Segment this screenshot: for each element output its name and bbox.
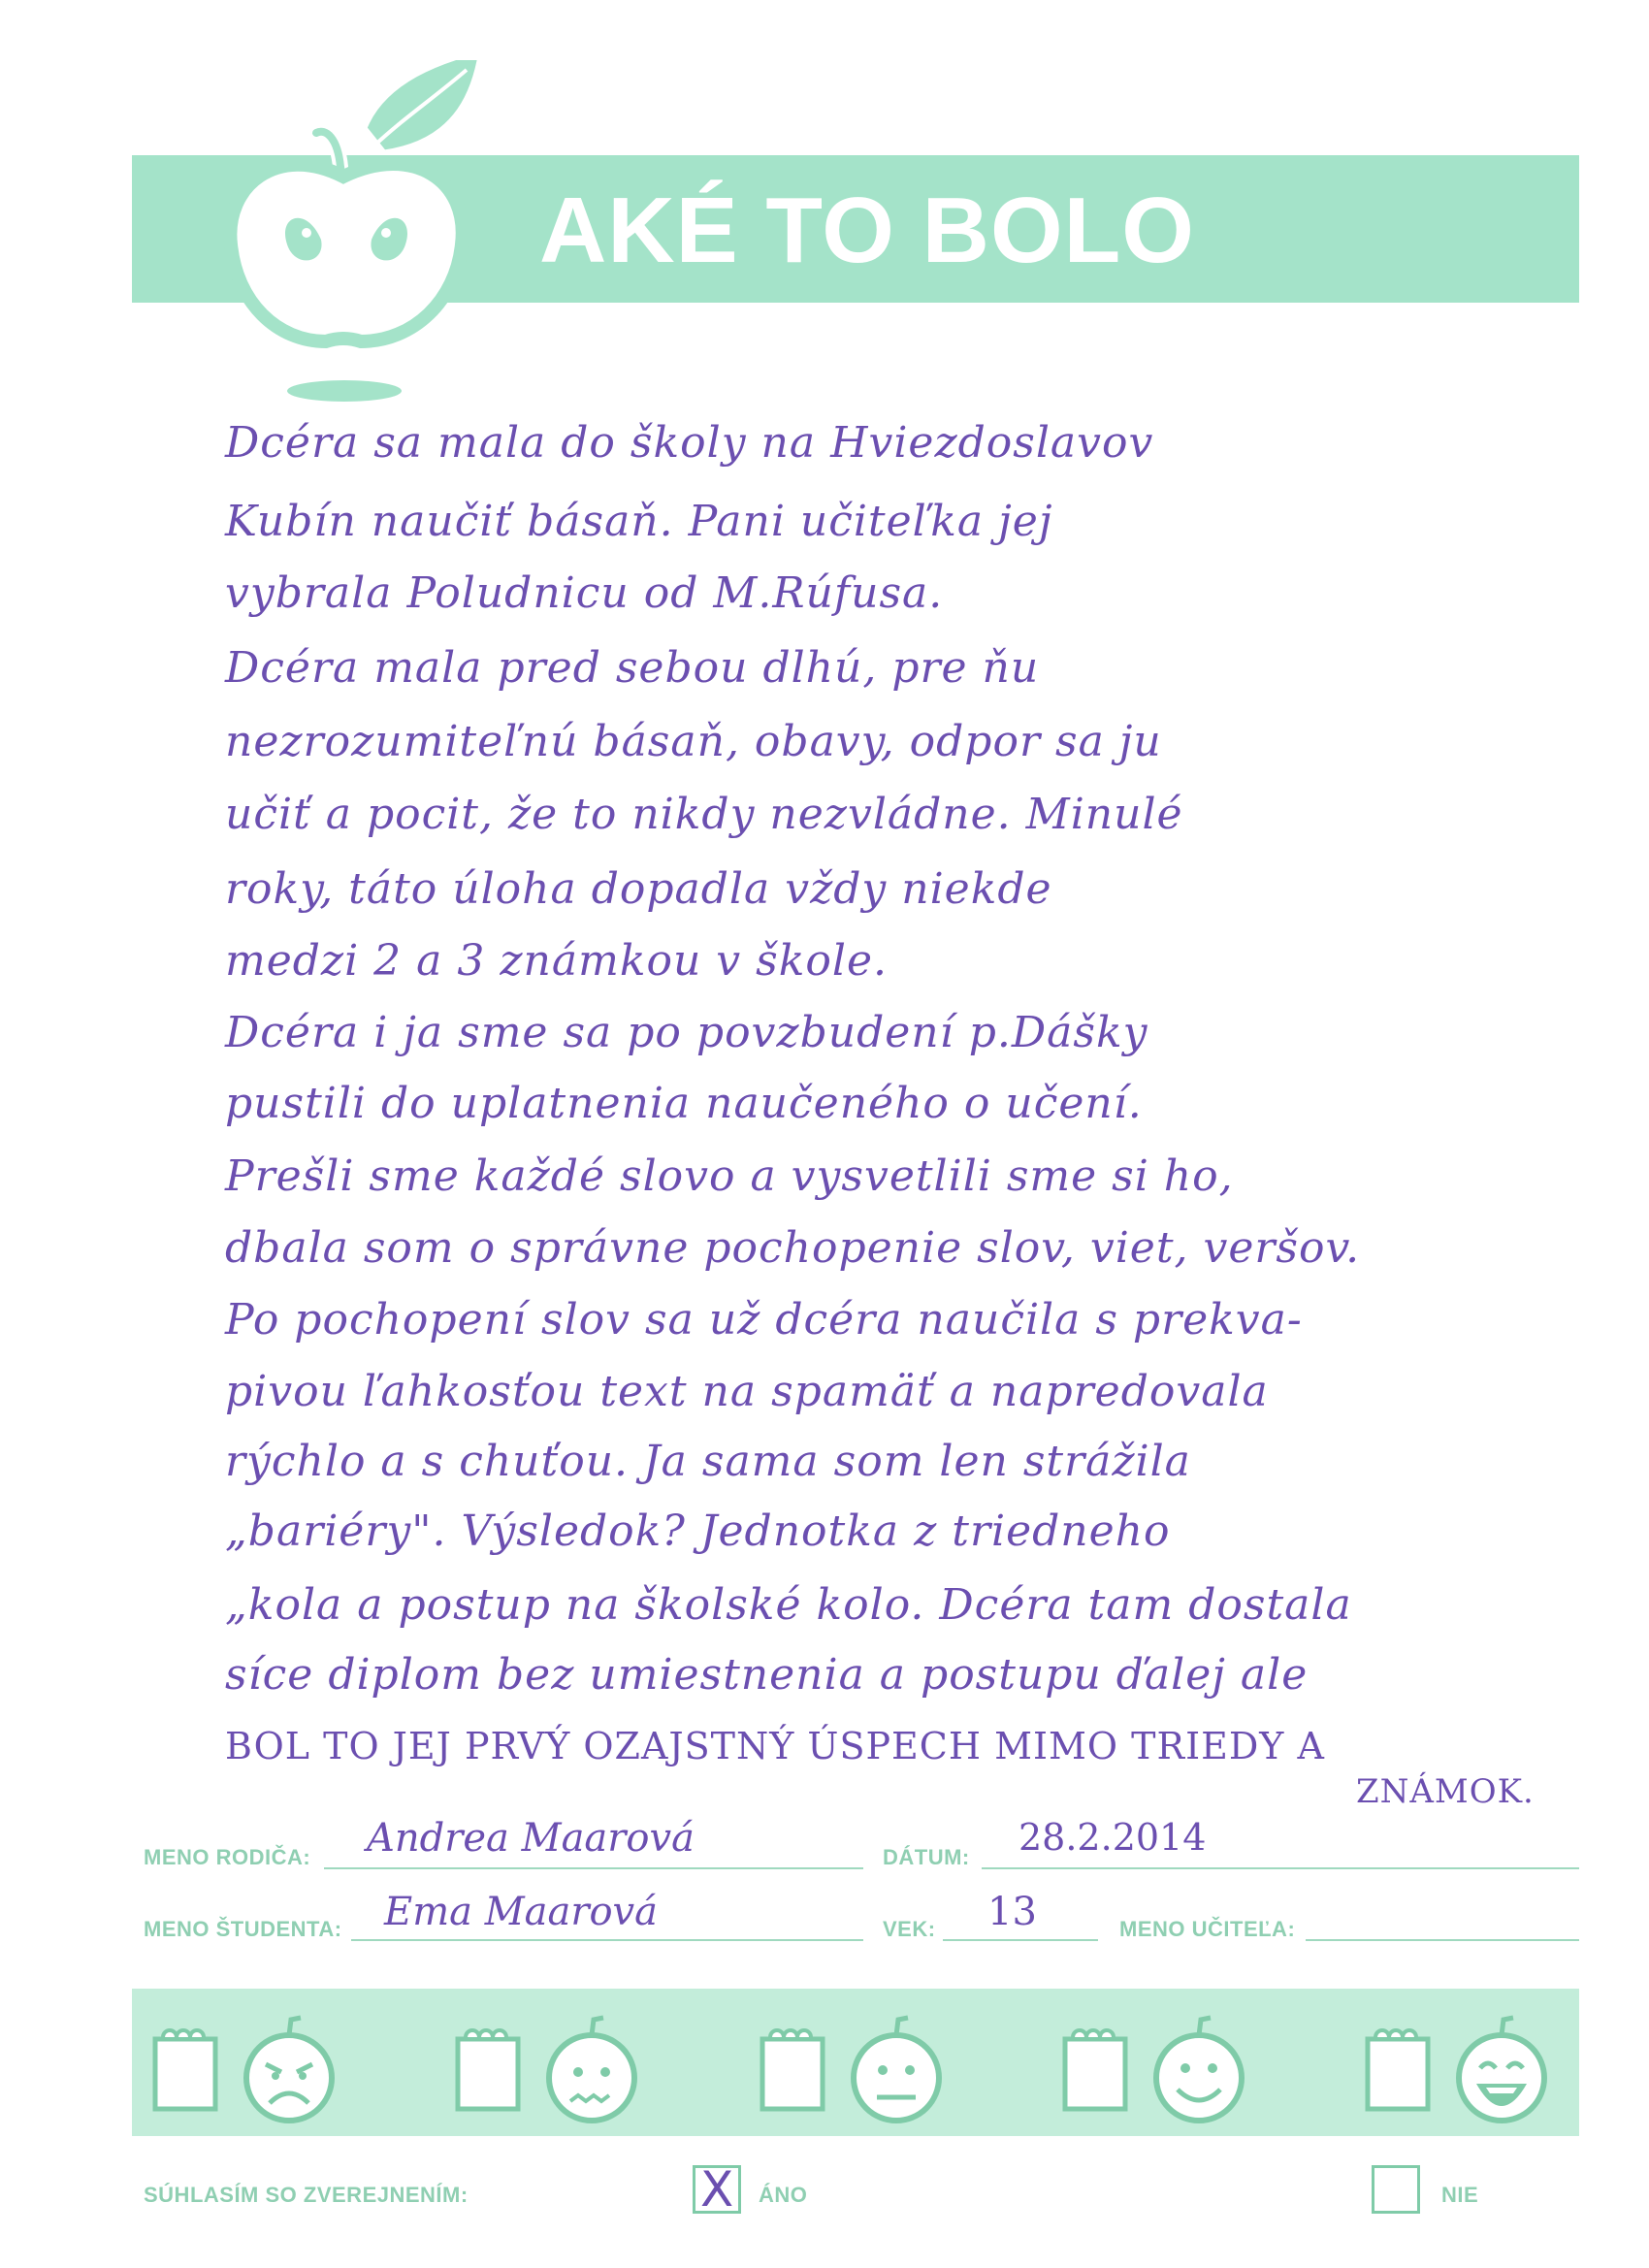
teacher-name-line xyxy=(1306,1939,1579,1941)
letter-line: Dcéra i ja sme sa po povzbudení p.Dášky xyxy=(225,1008,1148,1057)
smiling-face-icon xyxy=(1055,2008,1288,2124)
apple-face-logo-icon xyxy=(219,60,487,351)
consent-no-checkbox[interactable] xyxy=(1372,2165,1420,2214)
letter-line: Dcéra sa mala do školy na Hviezdoslavov xyxy=(225,418,1154,468)
letter-line: medzi 2 a 3 známkou v škole. xyxy=(225,936,888,986)
page-title: AKÉ TO BOLO xyxy=(539,178,1195,282)
worried-face-icon xyxy=(448,2008,681,2124)
date-label: DÁTUM: xyxy=(883,1845,970,1869)
letter-line: vybrala Poludnicu od M.Rúfusa. xyxy=(225,568,944,618)
teacher-name-label: MENO UČITEĽA: xyxy=(1119,1917,1296,1941)
rating-option-1[interactable] xyxy=(146,2008,378,2124)
letter-line: Dcéra mala pred sebou dlhú, pre ňu xyxy=(225,643,1040,693)
student-name-label: MENO ŠTUDENTA: xyxy=(144,1917,342,1941)
age-label: VEK: xyxy=(883,1917,936,1941)
date-field[interactable]: 28.2.2014 xyxy=(1018,1816,1207,1859)
letter-line: Po pochopení slov sa už dcéra naučila s prekva- xyxy=(225,1295,1303,1345)
laughing-face-icon xyxy=(1358,2008,1591,2124)
letter-line: nezrozumiteľnú básaň, obavy, odpor sa ju xyxy=(225,717,1162,766)
parent-name-line xyxy=(324,1867,863,1869)
student-name-line xyxy=(351,1939,863,1941)
consent-yes-check-mark: X xyxy=(700,2161,734,2218)
letter-line: síce diplom bez umiestnenia a postupu ďalej ale xyxy=(225,1650,1309,1700)
consent-yes-label: ÁNO xyxy=(759,2183,808,2207)
letter-line: dbala som o správne pochopenie slov, viet, veršov. xyxy=(225,1223,1361,1273)
letter-line: rýchlo a s chuťou. Ja sama som len strážila xyxy=(225,1437,1191,1486)
letter-line: Kubín naučiť básaň. Pani učiteľka jej xyxy=(225,497,1053,546)
very-sad-face-icon xyxy=(146,2008,378,2124)
letter-line: ZNÁMOK. xyxy=(1356,1772,1535,1811)
consent-no-label: NIE xyxy=(1441,2183,1479,2207)
letter-line: pustili do uplatnenia naučeného o učení. xyxy=(225,1079,1143,1128)
parent-name-field[interactable]: Andrea Maarová xyxy=(367,1816,695,1861)
letter-line: roky, táto úloha dopadla vždy niekde xyxy=(225,864,1052,914)
logo-shadow xyxy=(287,380,402,402)
student-name-field[interactable]: Ema Maarová xyxy=(384,1890,658,1934)
letter-line: Prešli sme každé slovo a vysvetlili sme si ho, xyxy=(225,1151,1234,1201)
rating-option-2[interactable] xyxy=(448,2008,681,2124)
rating-option-3[interactable] xyxy=(753,2008,986,2124)
age-line xyxy=(943,1939,1098,1941)
letter-line: pivou ľahkosťou text na spamäť a napredovala xyxy=(225,1367,1269,1416)
rating-option-4[interactable] xyxy=(1055,2008,1288,2124)
consent-label: SÚHLASÍM SO ZVEREJNENÍM: xyxy=(144,2183,469,2207)
age-field[interactable]: 13 xyxy=(987,1890,1037,1934)
letter-line: „kola a postup na školské kolo. Dcéra tam dostala xyxy=(225,1580,1352,1630)
letter-line: BOL TO JEJ PRVÝ OZAJSTNÝ ÚSPECH MIMO TRIEDY A xyxy=(225,1725,1325,1767)
parent-name-label: MENO RODIČA: xyxy=(144,1845,311,1869)
letter-line: „bariéry". Výsledok? Jednotka z triedneho xyxy=(225,1507,1171,1556)
rating-option-5[interactable] xyxy=(1358,2008,1591,2124)
neutral-face-icon xyxy=(753,2008,986,2124)
letter-line: učiť a pocit, že to nikdy nezvládne. Minulé xyxy=(225,790,1183,839)
date-line xyxy=(982,1867,1579,1869)
